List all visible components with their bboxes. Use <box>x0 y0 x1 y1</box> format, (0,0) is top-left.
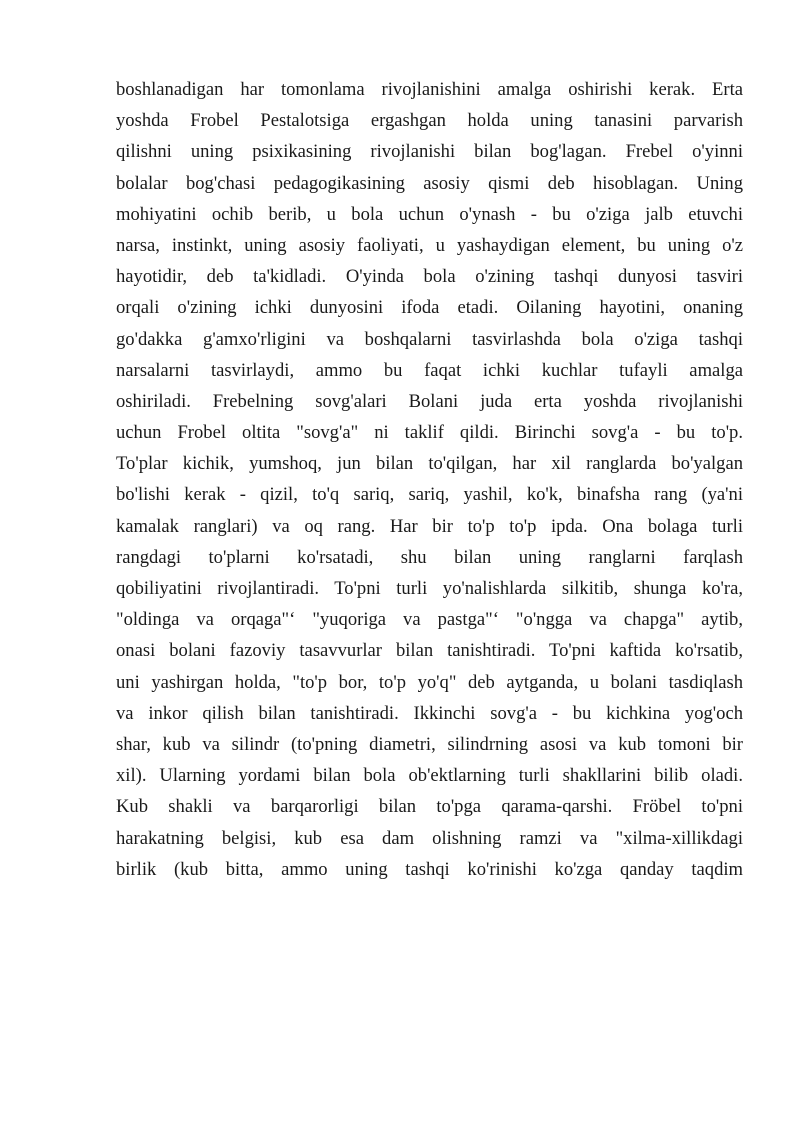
body-paragraph <box>116 74 743 885</box>
text-line: va inkor qilish bilan tanishtiradi. Ikkinchi sovg'a - bu kichkina yog'och <box>116 702 743 724</box>
text-line: uni yashirgan holda, "to'p bor, to'p yo'q" deb aytganda, u bolani tasdiqlash <box>116 671 743 693</box>
text-line: kamalak ranglari) va oq rang. Har bir to'p to'p ipda. Ona bolaga turli <box>116 515 743 537</box>
text-line: birlik (kub bitta, ammo uning tashqi ko'rinishi ko'zga qanday taqdim <box>116 858 743 880</box>
text-line: rangdagi to'plarni ko'rsatadi, shu bilan uning ranglarni farqlash <box>116 546 743 568</box>
text-line: oshiriladi. Frebelning sovg'alari Bolani juda erta yoshda rivojlanishi <box>116 390 743 412</box>
text-line: bo'lishi kerak - qizil, to'q sariq, sariq, yashil, ko'k, binafsha rang (ya'ni <box>116 484 743 506</box>
text-line: bolalar bog'chasi pedagogikasining asosiy qismi deb hisoblagan. Uning <box>116 172 743 194</box>
text-line: yoshda Frobel Pestalotsiga ergashgan holda uning tanasini parvarish <box>116 110 743 132</box>
text-line: qobiliyatini rivojlantiradi. To'pni turli yo'nalishlarda silkitib, shunga ko'ra, <box>116 578 743 599</box>
text-line: qilishni uning psixikasining rivojlanishi bilan bog'lagan. Frebel o'yinni <box>116 141 743 163</box>
text-line: narsa, instinkt, uning asosiy faoliyati, u yashaydigan element, bu uning o'z <box>116 234 743 256</box>
text-line: Kub shakli va barqarorligi bilan to'pga qarama-qarshi. Fröbel to'pni <box>116 796 743 818</box>
text-line: To'plar kichik, yumshoq, jun bilan to'qilgan, har xil ranglarda bo'yalgan <box>116 453 743 475</box>
text-line: onasi bolani fazoviy tasavvurlar bilan tanishtiradi. To'pni kaftida ko'rsatib, <box>116 640 743 662</box>
text-line: hayotidir, deb ta'kidladi. O'yinda bola o'zining tashqi dunyosi tasviri <box>116 266 743 288</box>
text-line: xil). Ularning yordami bilan bola ob'ektlarning turli shakllarini bilib oladi. <box>116 765 743 787</box>
text-line: uchun Frobel oltita "sovg'a" ni taklif qildi. Birinchi sovg'a - bu to'p. <box>116 422 743 444</box>
text-line: narsalarni tasvirlaydi, ammo bu faqat ichki kuchlar tufayli amalga <box>116 359 743 381</box>
text-line: go'dakka g'amxo'rligini va boshqalarni tasvirlashda bola o'ziga tashqi <box>116 328 743 350</box>
text-line: "oldinga va orqaga"‘ "yuqoriga va pastga"‘ "o'ngga va chapga" aytib, <box>116 609 743 631</box>
text-line: orqali o'zining ichki dunyosini ifoda etadi. Oilaning hayotini, onaning <box>116 297 743 319</box>
text-line: harakatning belgisi, kub esa dam olishning ramzi va "xilma-xillikdagi <box>116 827 743 849</box>
text-line: shar, kub va silindr (to'pning diametri, silindrning asosi va kub tomoni bir <box>116 733 743 755</box>
text-line: mohiyatini ochib berib, u bola uchun o'ynash - bu o'ziga jalb etuvchi <box>116 203 743 225</box>
text-line: boshlanadigan har tomonlama rivojlanishini amalga oshirishi kerak. Erta <box>116 79 743 100</box>
